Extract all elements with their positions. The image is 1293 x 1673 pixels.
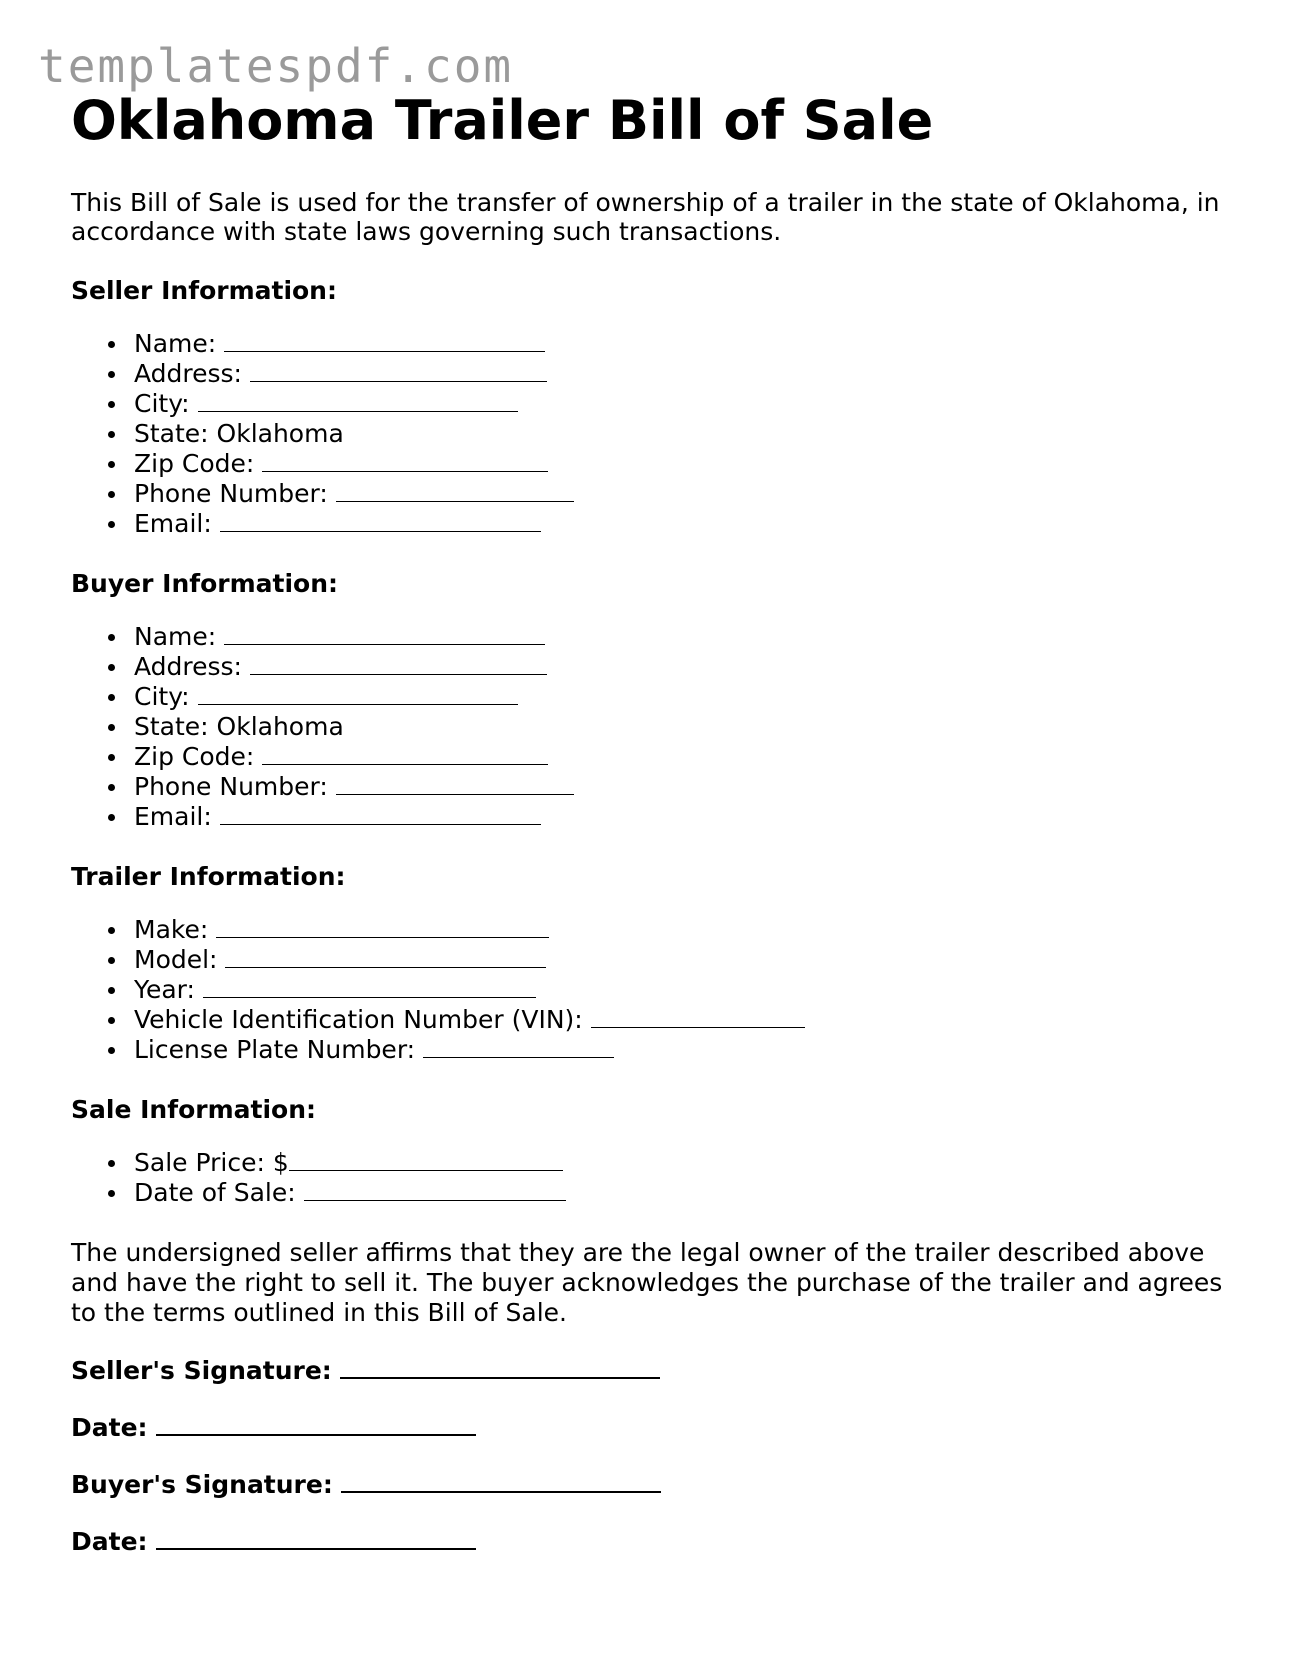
buyer-city-field[interactable] — [134, 682, 1231, 712]
field-label: Vehicle Identification Number (VIN): — [134, 1005, 583, 1034]
buyer-date-row[interactable] — [71, 1527, 1231, 1556]
blank-line[interactable] — [423, 1056, 614, 1058]
blank-line[interactable] — [289, 1169, 563, 1171]
blank-line[interactable] — [304, 1199, 566, 1201]
blank-line[interactable] — [220, 530, 541, 532]
field-label: Phone Number: — [134, 772, 328, 801]
blank-line[interactable] — [262, 763, 548, 765]
field-label: Zip Code: — [134, 742, 255, 771]
field-label: State: Oklahoma — [134, 419, 344, 448]
blank-line[interactable] — [250, 673, 547, 675]
seller-name-field[interactable] — [134, 329, 1231, 359]
field-label: City: — [134, 682, 190, 711]
blank-line[interactable] — [216, 936, 549, 938]
blank-line[interactable] — [262, 470, 548, 472]
document-page — [71, 88, 1231, 1556]
seller-email-field[interactable] — [134, 509, 1231, 539]
field-label: Date of Sale: — [134, 1178, 296, 1207]
trailer-plate-field[interactable] — [134, 1035, 1231, 1065]
trailer-model-field[interactable] — [134, 945, 1231, 975]
seller-address-field[interactable] — [134, 359, 1231, 389]
buyer-phone-field[interactable] — [134, 772, 1231, 802]
field-label: Address: — [134, 359, 242, 388]
sale-section-heading: Sale Information: — [71, 1095, 316, 1124]
field-label: Year: — [134, 975, 195, 1004]
blank-line[interactable] — [336, 500, 574, 502]
sale-date-field[interactable] — [134, 1178, 1231, 1208]
field-label: Make: — [134, 915, 209, 944]
affirmation-paragraph: The undersigned seller affirms that they are the legal owner of the trailer described above and have the right to sell it. The buyer acknowledges the purchase of the trailer and agrees to the terms outlined in this Bill of Sale. — [71, 1238, 1223, 1327]
seller-section-heading: Seller Information: — [71, 276, 337, 305]
seller-fields-list — [71, 329, 1231, 539]
blank-line[interactable] — [198, 410, 518, 412]
buyer-section-heading: Buyer Information: — [71, 569, 339, 598]
buyer-zip-field[interactable] — [134, 742, 1231, 772]
blank-line[interactable] — [224, 643, 545, 645]
date-line[interactable] — [156, 1433, 476, 1436]
seller-signature-row[interactable] — [71, 1356, 1231, 1385]
intro-paragraph: This Bill of Sale is used for the transfer of ownership of a trailer in the state of Oklahoma, in accordance with state laws governing such transactions. — [71, 188, 1220, 246]
field-label: Zip Code: — [134, 449, 255, 478]
blank-line[interactable] — [220, 823, 541, 825]
sale-fields-list — [71, 1148, 1231, 1208]
blank-line[interactable] — [224, 350, 545, 352]
buyer-email-field[interactable] — [134, 802, 1231, 832]
trailer-make-field[interactable] — [134, 915, 1231, 945]
seller-city-field[interactable] — [134, 389, 1231, 419]
field-label: License Plate Number: — [134, 1035, 416, 1064]
blank-line[interactable] — [591, 1026, 805, 1028]
field-label: Sale Price: $ — [134, 1148, 289, 1177]
signature-line[interactable] — [340, 1376, 660, 1379]
field-label: Date: — [71, 1413, 148, 1442]
buyer-state-field — [134, 712, 1231, 742]
blank-line[interactable] — [336, 793, 574, 795]
seller-date-row[interactable] — [71, 1413, 1231, 1442]
field-label: Name: — [134, 622, 217, 651]
field-label: State: Oklahoma — [134, 712, 344, 741]
field-label: Address: — [134, 652, 242, 681]
trailer-fields-list — [71, 915, 1231, 1065]
trailer-year-field[interactable] — [134, 975, 1231, 1005]
field-label: Seller's Signature: — [71, 1356, 332, 1385]
blank-line[interactable] — [198, 703, 518, 705]
buyer-address-field[interactable] — [134, 652, 1231, 682]
field-label: Buyer's Signature: — [71, 1470, 333, 1499]
page-title: Oklahoma Trailer Bill of Sale — [71, 89, 934, 152]
seller-zip-field[interactable] — [134, 449, 1231, 479]
trailer-vin-field[interactable] — [134, 1005, 1231, 1035]
sale-price-field[interactable] — [134, 1148, 1231, 1178]
field-label: Name: — [134, 329, 217, 358]
trailer-section-heading: Trailer Information: — [71, 862, 346, 891]
field-label: Email: — [134, 509, 212, 538]
seller-phone-field[interactable] — [134, 479, 1231, 509]
field-label: Date: — [71, 1527, 148, 1556]
field-label: Email: — [134, 802, 212, 831]
blank-line[interactable] — [203, 996, 536, 998]
buyer-fields-list — [71, 622, 1231, 832]
blank-line[interactable] — [250, 380, 547, 382]
seller-state-field — [134, 419, 1231, 449]
field-label: City: — [134, 389, 190, 418]
watermark: templatespdf.com — [38, 39, 514, 93]
date-line[interactable] — [156, 1547, 476, 1550]
field-label: Phone Number: — [134, 479, 328, 508]
buyer-signature-row[interactable] — [71, 1470, 1231, 1499]
signature-line[interactable] — [341, 1490, 661, 1493]
blank-line[interactable] — [225, 966, 546, 968]
field-label: Model: — [134, 945, 218, 974]
buyer-name-field[interactable] — [134, 622, 1231, 652]
